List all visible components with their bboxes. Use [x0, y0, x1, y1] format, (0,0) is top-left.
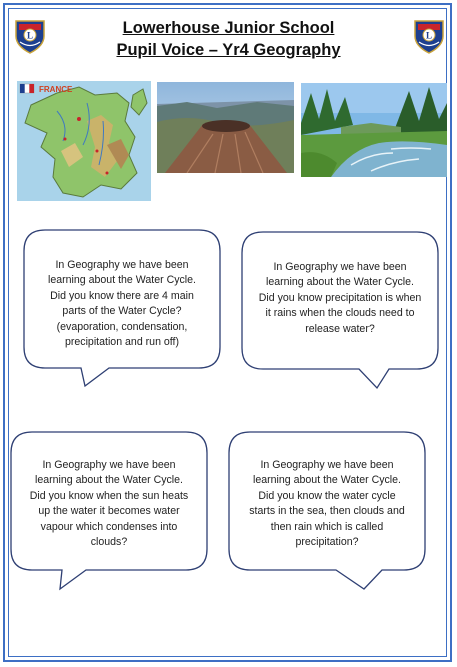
volcano-crater-image — [157, 82, 294, 173]
bubble-2-text — [249, 260, 431, 337]
river-landscape-image — [301, 83, 447, 177]
bubble-2-line: Did you know precipitation is when — [258, 291, 422, 304]
speech-bubble-3 — [10, 431, 208, 593]
bubble-4-line: starts in the sea, then clouds and — [249, 505, 405, 518]
crest-left-letter: L — [26, 30, 34, 41]
bubble-4-line: In Geography we have been — [260, 459, 394, 471]
school-name-title: Lowerhouse Junior School — [122, 19, 335, 37]
bubble-4-text — [236, 458, 418, 550]
bubble-1-line: parts of the Water Cycle? — [62, 305, 182, 318]
bubble-1-line: Did you know there are 4 main — [50, 289, 194, 302]
bubble-2-line: release water? — [305, 322, 375, 335]
bubble-4-line: learning about the Water Cycle. — [253, 474, 401, 487]
speech-bubble-4 — [228, 431, 426, 593]
bubble-3-line: learning about the Water Cycle. — [35, 474, 183, 487]
bubble-2-line: In Geography we have been — [273, 261, 407, 273]
bubble-3-line: In Geography we have been — [42, 459, 176, 471]
bubble-4-line: Did you know the water cycle — [258, 489, 396, 502]
crest-right-letter: L — [425, 30, 433, 41]
bubble-1-line: precipitation and run off) — [64, 336, 180, 349]
bubble-3-line: up the water it becomes water — [38, 505, 180, 518]
bubble-1-line: In Geography we have been — [55, 259, 189, 271]
bubble-2-line: it rains when the clouds need to — [265, 307, 415, 320]
page-subtitle: Pupil Voice – Yr4 Geography — [116, 41, 341, 59]
bubble-3-line: clouds? — [90, 536, 128, 549]
bubble-1-line: learning about the Water Cycle. — [48, 274, 196, 287]
speech-bubble-1 — [23, 229, 221, 389]
bubble-2-line: learning about the Water Cycle. — [266, 276, 414, 289]
bubble-3-text — [18, 458, 200, 550]
bubble-1-text — [33, 258, 211, 350]
bubble-4-line: precipitation? — [295, 536, 359, 549]
bubble-3-line: Did you know when the sun heats — [29, 489, 189, 502]
france-map-image — [17, 81, 151, 201]
map-title-label: FRANCE — [39, 85, 73, 94]
bubble-4-line: then rain which is called — [270, 520, 384, 533]
speech-bubble-2 — [241, 231, 439, 391]
bubble-3-line: vapour which condenses into — [40, 520, 178, 533]
bubble-1-line: (evaporation, condensation, — [56, 320, 188, 333]
